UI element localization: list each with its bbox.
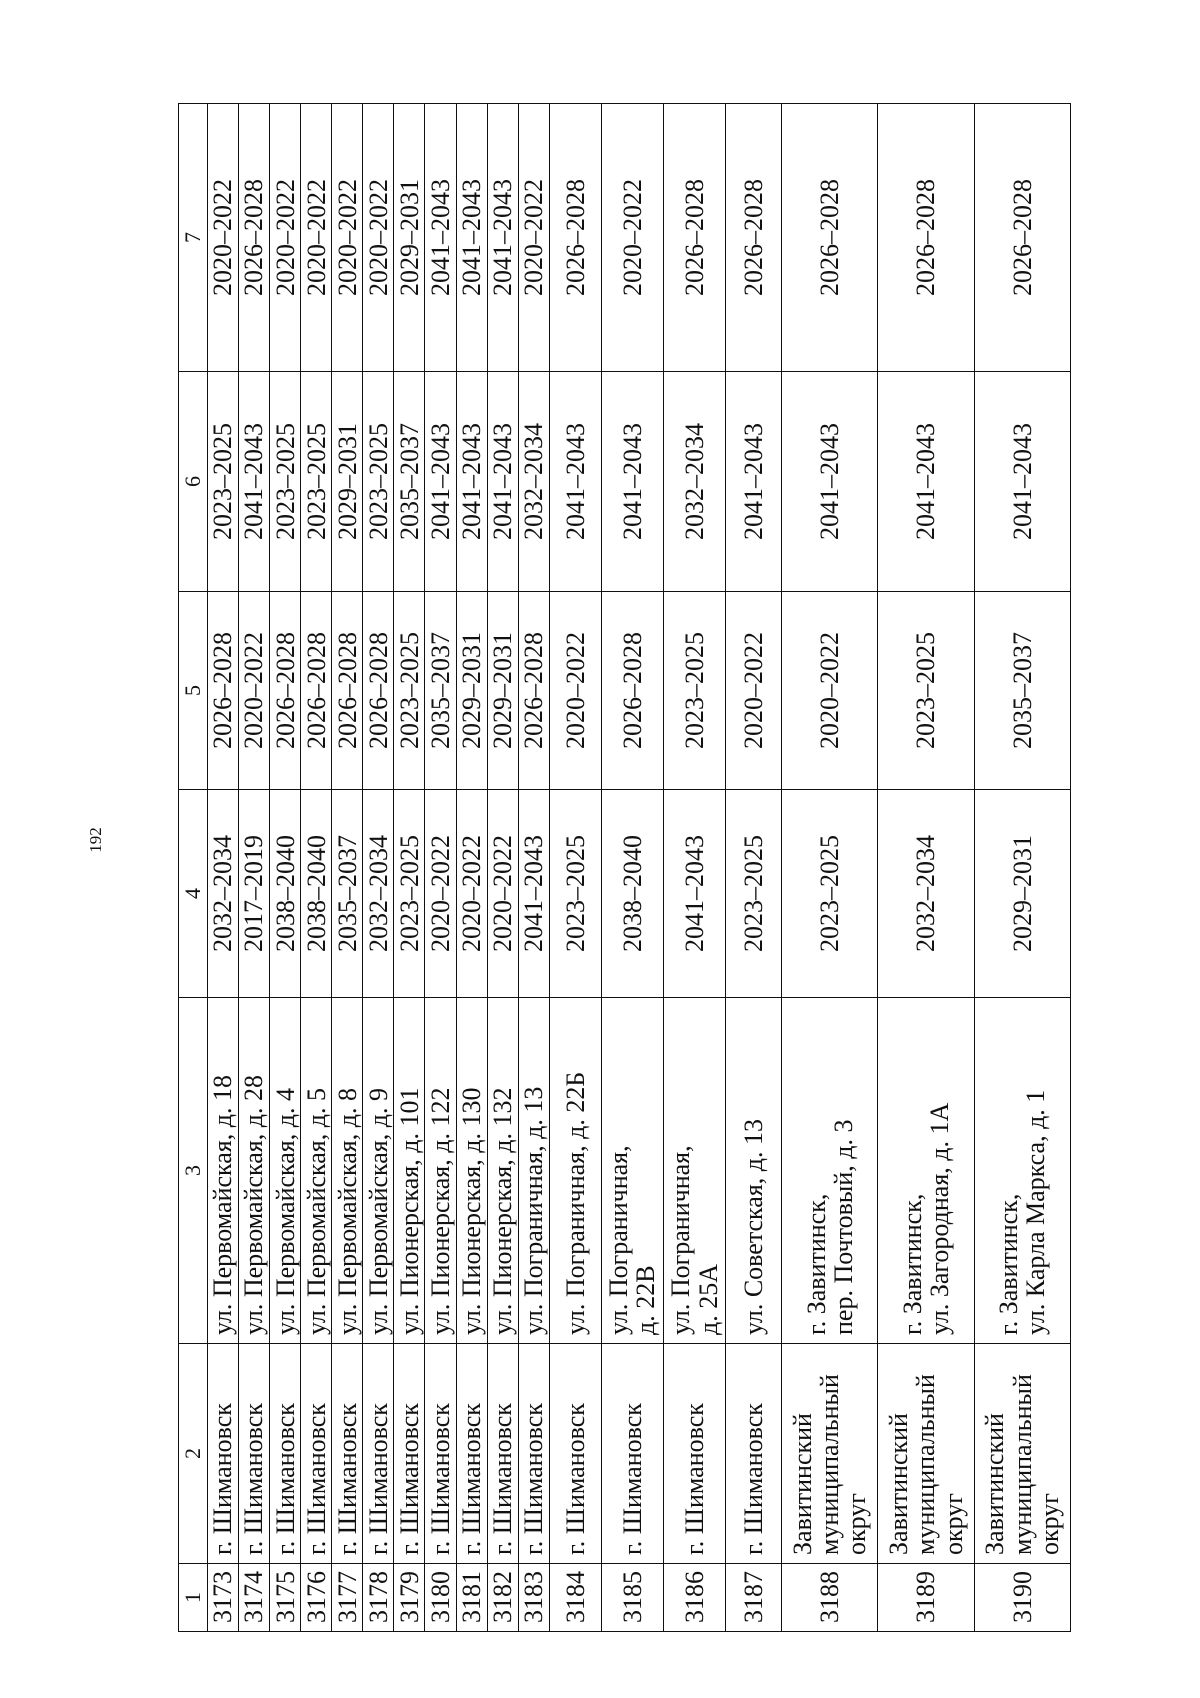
address-cell	[208, 998, 239, 1344]
period-cell-c7: 2026–2028	[878, 104, 974, 372]
address-cell	[726, 998, 782, 1344]
place-line: Завитинский	[980, 1413, 1010, 1555]
place-cell	[601, 1344, 663, 1564]
place-line: г. Шимановск	[425, 1403, 455, 1555]
address-cell	[601, 998, 663, 1344]
address-line: ул. Пограничная, д. 13	[519, 1086, 548, 1335]
address-line: г. Завитинск,	[897, 1193, 927, 1335]
address-line: ул. Пограничная,	[666, 1145, 696, 1335]
period-cell-c5: 2026–2028	[270, 592, 301, 790]
address-cell	[301, 998, 332, 1344]
period-cell-c7: 2020–2022	[301, 104, 332, 372]
address-cell	[974, 998, 1070, 1344]
place-line: округ	[938, 1493, 968, 1555]
place-cell	[782, 1344, 878, 1564]
period-cell-c6: 2023–2025	[270, 372, 301, 592]
period-cell-c4: 2020–2022	[425, 790, 456, 998]
table-row	[456, 104, 487, 1632]
period-cell-c4: 2020–2022	[456, 790, 487, 998]
schedule-table-wrapper	[178, 104, 1071, 1632]
place-line: г. Шимановск	[617, 1403, 647, 1555]
row-number-cell: 3186	[663, 1564, 725, 1632]
place-line: Завитинский	[884, 1413, 914, 1555]
row-number-cell: 3182	[487, 1564, 518, 1632]
row-number-cell: 3180	[425, 1564, 456, 1632]
place-line: г. Шимановск	[332, 1403, 362, 1555]
period-cell-c4: 2020–2022	[487, 790, 518, 998]
place-line: округ	[842, 1493, 872, 1555]
period-cell-c4: 2041–2043	[518, 790, 549, 998]
period-cell-c4: 2038–2040	[270, 790, 301, 998]
period-cell-c5: 2026–2028	[208, 592, 239, 790]
row-number-cell: 3190	[974, 1564, 1070, 1632]
period-cell-c7: 2020–2022	[363, 104, 394, 372]
period-cell-c6: 2041–2043	[782, 372, 878, 592]
period-cell-c5: 2026–2028	[601, 592, 663, 790]
period-cell-c6: 2029–2031	[332, 372, 363, 592]
table-row	[239, 104, 270, 1632]
period-cell-c5: 2026–2028	[518, 592, 549, 790]
address-line: ул. Карла Маркса, д. 1	[1021, 1089, 1051, 1335]
row-number-cell: 3178	[363, 1564, 394, 1632]
place-line: г. Шимановск	[301, 1403, 331, 1555]
period-cell-c7: 2026–2028	[726, 104, 782, 372]
page-number: 192	[86, 827, 105, 853]
table-row	[726, 104, 782, 1632]
period-cell-c4: 2035–2037	[332, 790, 363, 998]
address-line: ул. Первомайская, д. 18	[208, 1075, 238, 1335]
place-cell	[487, 1344, 518, 1564]
table-row	[332, 104, 363, 1632]
period-cell-c5: 2020–2022	[549, 592, 601, 790]
period-cell-c6: 2023–2025	[363, 372, 394, 592]
period-cell-c7: 2041–2043	[425, 104, 456, 372]
period-cell-c4: 2023–2025	[549, 790, 601, 998]
address-cell	[782, 998, 878, 1344]
address-cell	[456, 998, 487, 1344]
address-line: ул. Первомайская, д. 5	[301, 1088, 331, 1335]
address-cell	[487, 998, 518, 1344]
period-cell-c4: 2038–2040	[301, 790, 332, 998]
row-number-cell: 3177	[332, 1564, 363, 1632]
period-cell-c4: 2023–2025	[726, 790, 782, 998]
table-row	[782, 104, 878, 1632]
row-number-cell: 3179	[394, 1564, 425, 1632]
period-cell-c5: 2029–2031	[456, 592, 487, 790]
column-header-3: 3	[179, 998, 208, 1344]
row-number-cell: 3173	[208, 1564, 239, 1632]
place-line: г. Шимановск	[487, 1403, 517, 1555]
period-cell-c6: 2023–2025	[208, 372, 239, 592]
period-cell-c6: 2041–2043	[239, 372, 270, 592]
row-number-cell: 3176	[301, 1564, 332, 1632]
table-row	[663, 104, 725, 1632]
row-number-cell: 3187	[726, 1564, 782, 1632]
address-line: д. 22В	[631, 1265, 661, 1335]
period-cell-c7: 2020–2022	[332, 104, 363, 372]
row-number-cell: 3185	[601, 1564, 663, 1632]
place-cell	[549, 1344, 601, 1564]
address-cell	[332, 998, 363, 1344]
table-row	[208, 104, 239, 1632]
period-cell-c7: 2020–2022	[518, 104, 549, 372]
row-number-cell: 3175	[270, 1564, 301, 1632]
address-cell	[239, 998, 270, 1344]
address-line: ул. Пионерская, д. 130	[456, 1087, 486, 1335]
period-cell-c6: 2041–2043	[456, 372, 487, 592]
place-cell	[301, 1344, 332, 1564]
table-row	[974, 104, 1070, 1632]
place-line: муниципальный	[911, 1374, 941, 1555]
address-line: г. Завитинск,	[801, 1193, 831, 1335]
place-line: муниципальный	[1007, 1374, 1037, 1555]
place-line: Завитинский	[787, 1413, 817, 1555]
period-cell-c7: 2041–2043	[487, 104, 518, 372]
row-number-cell: 3183	[518, 1564, 549, 1632]
place-cell	[208, 1344, 239, 1564]
table-row	[363, 104, 394, 1632]
address-cell	[363, 998, 394, 1344]
address-cell	[549, 998, 601, 1344]
period-cell-c4: 2023–2025	[782, 790, 878, 998]
place-line: г. Шимановск	[394, 1403, 424, 1555]
table-row	[301, 104, 332, 1632]
table-row	[601, 104, 663, 1632]
place-cell	[456, 1344, 487, 1564]
place-line: г. Шимановск	[679, 1403, 709, 1555]
header-row	[179, 104, 208, 1632]
period-cell-c4: 2032–2034	[878, 790, 974, 998]
place-cell	[363, 1344, 394, 1564]
period-cell-c5: 2020–2022	[239, 592, 270, 790]
column-header-4: 4	[179, 790, 208, 998]
place-cell	[878, 1344, 974, 1564]
address-line: ул. Первомайская, д. 8	[332, 1088, 362, 1335]
period-cell-c4: 2041–2043	[663, 790, 725, 998]
address-line: ул. Загородная, д. 1А	[925, 1102, 955, 1335]
period-cell-c6: 2041–2043	[726, 372, 782, 592]
address-cell	[878, 998, 974, 1344]
column-header-5: 5	[179, 592, 208, 790]
table-row	[518, 104, 549, 1632]
table-row	[487, 104, 518, 1632]
schedule-table	[178, 103, 1071, 1632]
period-cell-c5: 2026–2028	[363, 592, 394, 790]
place-line: г. Шимановск	[519, 1403, 548, 1555]
period-cell-c6: 2041–2043	[878, 372, 974, 592]
period-cell-c6: 2041–2043	[425, 372, 456, 592]
period-cell-c5: 2020–2022	[782, 592, 878, 790]
period-cell-c7: 2020–2022	[208, 104, 239, 372]
row-number-cell: 3184	[549, 1564, 601, 1632]
place-cell	[974, 1344, 1070, 1564]
place-line: г. Шимановск	[456, 1403, 486, 1555]
address-line: ул. Пограничная,	[604, 1145, 634, 1335]
address-line: ул. Первомайская, д. 28	[239, 1075, 269, 1335]
place-line: г. Шимановск	[239, 1403, 269, 1555]
place-line: г. Шимановск	[363, 1403, 393, 1555]
period-cell-c4: 2032–2034	[363, 790, 394, 998]
table-row	[394, 104, 425, 1632]
address-cell	[663, 998, 725, 1344]
period-cell-c4: 2017–2019	[239, 790, 270, 998]
table-body	[208, 104, 1071, 1632]
period-cell-c7: 2026–2028	[239, 104, 270, 372]
period-cell-c6: 2032–2034	[663, 372, 725, 592]
period-cell-c5: 2023–2025	[878, 592, 974, 790]
place-cell	[394, 1344, 425, 1564]
row-number-cell: 3181	[456, 1564, 487, 1632]
period-cell-c5: 2023–2025	[394, 592, 425, 790]
address-line: ул. Пограничная, д. 22Б	[560, 1071, 590, 1335]
period-cell-c6: 2032–2034	[518, 372, 549, 592]
period-cell-c6: 2041–2043	[487, 372, 518, 592]
address-cell	[425, 998, 456, 1344]
column-header-1: 1	[179, 1564, 208, 1632]
period-cell-c7: 2020–2022	[601, 104, 663, 372]
table-row	[549, 104, 601, 1632]
place-cell	[425, 1344, 456, 1564]
period-cell-c6: 2023–2025	[301, 372, 332, 592]
period-cell-c7: 2026–2028	[549, 104, 601, 372]
period-cell-c7: 2026–2028	[782, 104, 878, 372]
place-line: г. Шимановск	[270, 1403, 300, 1555]
column-header-6: 6	[179, 372, 208, 592]
period-cell-c6: 2041–2043	[549, 372, 601, 592]
period-cell-c4: 2023–2025	[394, 790, 425, 998]
period-cell-c7: 2020–2022	[270, 104, 301, 372]
address-line: д. 25А	[693, 1263, 723, 1335]
period-cell-c5: 2035–2037	[974, 592, 1070, 790]
place-cell	[332, 1344, 363, 1564]
address-cell	[518, 998, 549, 1344]
period-cell-c5: 2023–2025	[663, 592, 725, 790]
place-cell	[270, 1344, 301, 1564]
period-cell-c6: 2041–2043	[974, 372, 1070, 592]
place-line: округ	[1034, 1493, 1064, 1555]
column-header-2: 2	[179, 1344, 208, 1564]
address-line: ул. Советская, д. 13	[738, 1118, 768, 1335]
period-cell-c5: 2026–2028	[301, 592, 332, 790]
place-cell	[518, 1344, 549, 1564]
period-cell-c5: 2029–2031	[487, 592, 518, 790]
address-line: ул. Первомайская, д. 4	[270, 1088, 300, 1335]
table-row	[878, 104, 974, 1632]
place-line: муниципальный	[815, 1374, 845, 1555]
place-line: г. Шимановск	[738, 1403, 768, 1555]
row-number-cell: 3188	[782, 1564, 878, 1632]
place-line: г. Шимановск	[560, 1403, 590, 1555]
period-cell-c6: 2035–2037	[394, 372, 425, 592]
period-cell-c5: 2035–2037	[425, 592, 456, 790]
place-line: г. Шимановск	[208, 1403, 238, 1555]
period-cell-c6: 2041–2043	[601, 372, 663, 592]
address-line: ул. Пионерская, д. 122	[425, 1087, 455, 1335]
address-line: г. Завитинск,	[994, 1193, 1024, 1335]
address-line: ул. Пионерская, д. 132	[487, 1087, 517, 1335]
address-line: ул. Пионерская, д. 101	[394, 1087, 424, 1335]
period-cell-c5: 2026–2028	[332, 592, 363, 790]
period-cell-c5: 2020–2022	[726, 592, 782, 790]
place-cell	[239, 1344, 270, 1564]
address-line: пер. Почтовый, д. 3	[828, 1119, 858, 1335]
period-cell-c7: 2026–2028	[974, 104, 1070, 372]
row-number-cell: 3189	[878, 1564, 974, 1632]
period-cell-c7: 2029–2031	[394, 104, 425, 372]
address-cell	[394, 998, 425, 1344]
period-cell-c7: 2026–2028	[663, 104, 725, 372]
row-number-cell: 3174	[239, 1564, 270, 1632]
period-cell-c4: 2029–2031	[974, 790, 1070, 998]
address-cell	[270, 998, 301, 1344]
address-line: ул. Первомайская, д. 9	[363, 1088, 393, 1335]
table-header	[179, 104, 208, 1632]
place-cell	[663, 1344, 725, 1564]
period-cell-c4: 2032–2034	[208, 790, 239, 998]
period-cell-c4: 2038–2040	[601, 790, 663, 998]
period-cell-c7: 2041–2043	[456, 104, 487, 372]
place-cell	[726, 1344, 782, 1564]
table-row	[425, 104, 456, 1632]
column-header-7: 7	[179, 104, 208, 372]
table-row	[270, 104, 301, 1632]
